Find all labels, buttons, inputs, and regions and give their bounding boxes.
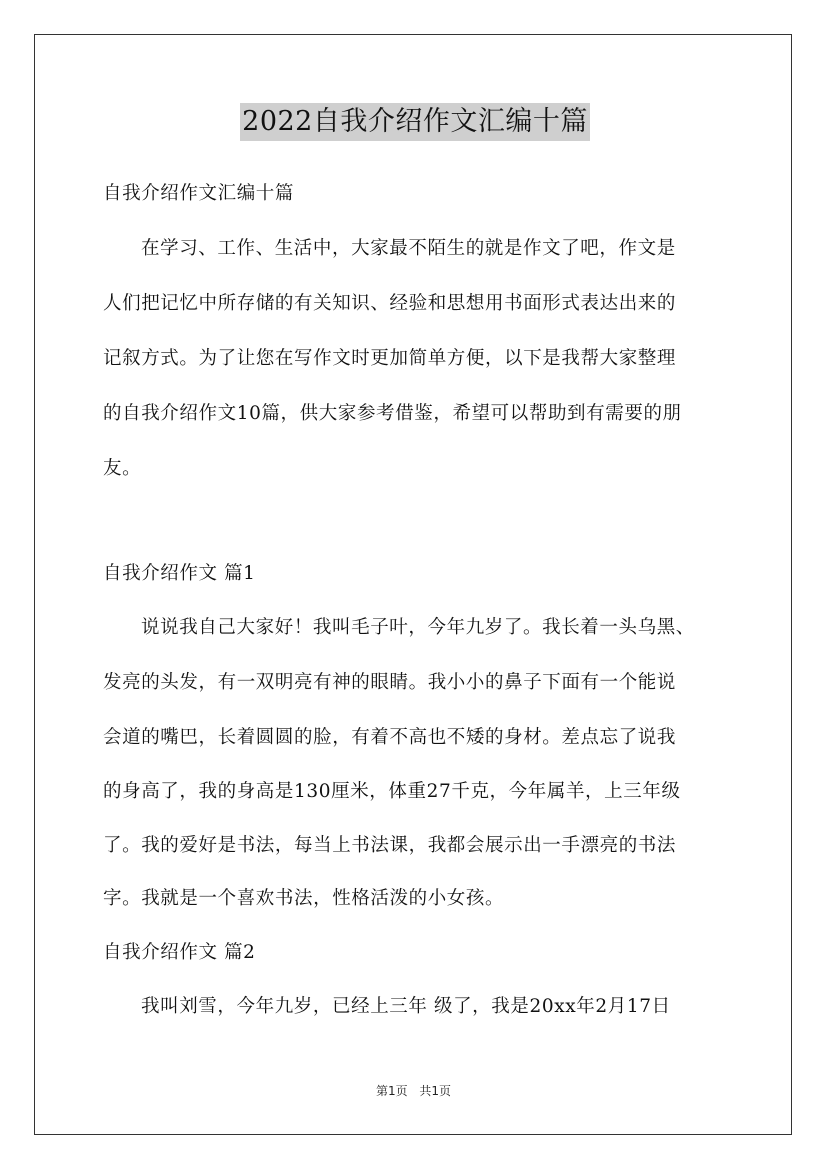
section-line: 字。我就是一个喜欢书法，性格活泼的小女孩。	[103, 888, 505, 909]
title-wrap	[103, 103, 727, 141]
intro-line: 在学习、工作、生活中，大家最不陌生的就是作文了吧，作文是	[141, 238, 676, 259]
page-number: 第1页	[375, 1084, 408, 1098]
document-subtitle: 自我介绍作文汇编十篇	[103, 183, 295, 204]
section-line: 会道的嘴巴，长着圆圆的脸，有着不高也不矮的身材。差点忘了说我	[103, 727, 677, 748]
intro-line: 人们把记忆中所存储的有关知识、经验和思想用书面形式表达出来的	[103, 293, 677, 314]
intro-line: 记叙方式。为了让您在写作文时更加简单方便，以下是我帮大家整理	[103, 348, 677, 369]
section-line: 我叫刘雪，今年九岁，已经上三年 级了，我是20xx年2月17日	[141, 996, 671, 1017]
section-heading: 自我介绍作文 篇2	[103, 942, 256, 963]
section-line: 了。我的爱好是书法，每当上书法课，我都会展示出一手漂亮的书法	[103, 835, 677, 856]
page-total: 共1页	[419, 1084, 452, 1098]
section-heading: 自我介绍作文 篇1	[103, 563, 256, 584]
section-line: 发亮的头发，有一双明亮有神的眼睛。我小小的鼻子下面有一个能说	[103, 672, 677, 693]
section-line: 说说我自己大家好！我叫毛子叶，今年九岁了。我长着一头乌黑、	[141, 617, 695, 638]
section-line: 的身高了，我的身高是130厘米，体重27千克，今年属羊，上三年级	[103, 781, 681, 802]
intro-line: 的自我介绍作文10篇，供大家参考借鉴，希望可以帮助到有需要的朋	[103, 403, 682, 424]
document-title: 2022自我介绍作文汇编十篇	[240, 103, 590, 141]
intro-line: 友。	[103, 458, 142, 479]
page-footer	[0, 1083, 827, 1099]
